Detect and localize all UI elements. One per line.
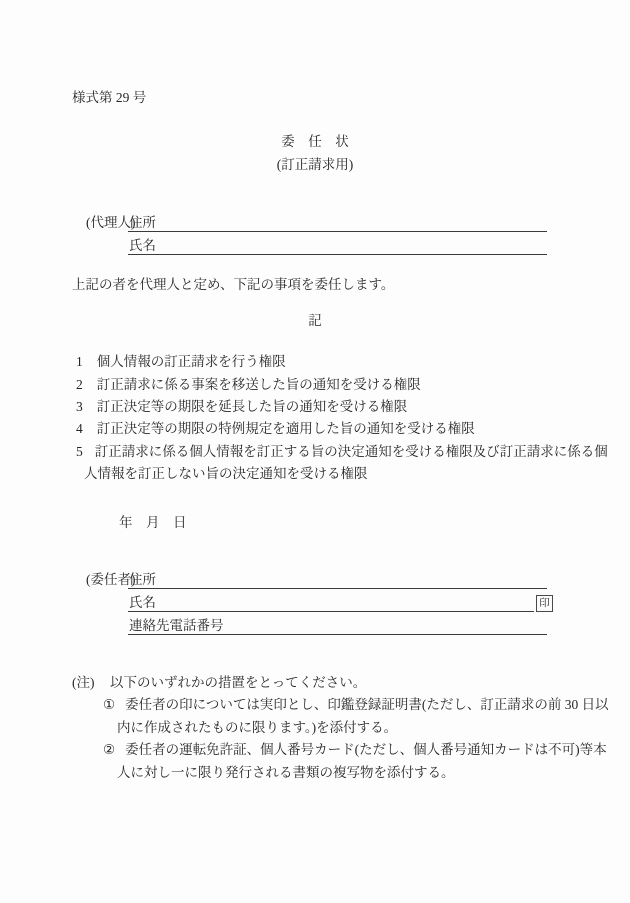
agent-name-field — [128, 237, 547, 255]
note-item-2-continuation: 人に対し一に限り発行される書類の複写物を添付する。 — [117, 765, 455, 780]
agent-address-label: 住所 — [129, 215, 156, 230]
note-label: (注) — [72, 675, 95, 690]
agent-name-label: 氏名 — [129, 238, 156, 253]
note-item-text: 委任者の印については実印とし、印鑑登録証明書(ただし、訂正請求の前 30 日以 — [125, 697, 609, 712]
principal-name-field — [128, 594, 534, 612]
delegated-item-3 — [76, 398, 407, 416]
delegated-item-5 — [76, 443, 608, 461]
delegation-statement: 上記の者を代理人と定め、下記の事項を委任します。 — [72, 277, 395, 292]
item-text: 訂正決定等の期限の特例規定を適用した旨の通知を受ける権限 — [96, 421, 475, 436]
note-intro: 以下のいずれかの措置をとってください。 — [110, 675, 367, 690]
principal-name-label: 氏名 — [129, 595, 156, 610]
item-text: 訂正決定等の期限を延長した旨の通知を受ける権限 — [96, 399, 408, 414]
note-item-number: ① — [103, 697, 116, 712]
seal-mark: 印 — [539, 598, 550, 609]
document-title: 委 任 状 — [281, 134, 349, 149]
date-line: 年 月 日 — [119, 515, 187, 530]
principal-address-label: 住所 — [129, 572, 156, 587]
note-item-2 — [103, 741, 607, 759]
item-number: 1 — [76, 354, 83, 369]
principal-phone-field — [128, 617, 547, 635]
note-item-1-continuation: 内に作成されたものに限ります。)を添付する。 — [117, 720, 398, 735]
item-text: 訂正請求に係る個人情報を訂正する旨の決定通知を受ける権限及び訂正請求に係る個 — [94, 444, 608, 459]
item-number: 4 — [76, 421, 83, 436]
note-item-text: 委任者の運転免許証、個人番号カード(ただし、個人番号通知カードは不可)等本 — [125, 742, 607, 757]
agent-address-field — [128, 214, 547, 232]
item-number: 3 — [76, 399, 83, 414]
note-item-1 — [103, 696, 609, 714]
principal-label: (委任者) — [86, 572, 136, 587]
delegated-item-1 — [76, 353, 286, 371]
item-text: 訂正請求に係る事案を移送した旨の通知を受ける権限 — [96, 377, 421, 392]
form-number: 様式第 29 号 — [72, 90, 147, 105]
agent-label: (代理人) — [86, 215, 136, 230]
item-number: 2 — [76, 377, 83, 392]
document-subtitle: (訂正請求用) — [276, 157, 354, 172]
delegated-item-4 — [76, 420, 475, 438]
note-item-number: ② — [103, 742, 116, 757]
item-text: 個人情報の訂正請求を行う権限 — [96, 354, 286, 369]
principal-phone-label: 連絡先電話番号 — [129, 618, 224, 633]
item-number: 5 — [76, 444, 83, 459]
seal-box — [536, 595, 553, 612]
principal-address-field — [128, 571, 547, 589]
record-marker: 記 — [308, 313, 322, 328]
delegated-item-2 — [76, 376, 421, 394]
delegated-item-5-continuation: 人情報を訂正しない旨の決定通知を受ける権限 — [84, 466, 368, 481]
